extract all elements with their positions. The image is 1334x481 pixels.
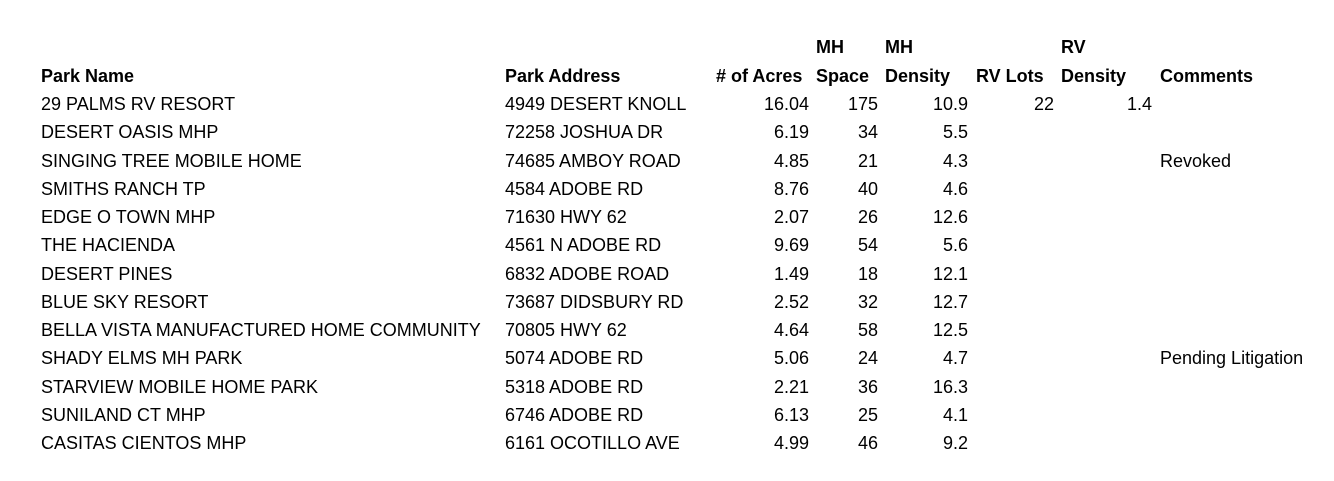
header-rv-density: Density bbox=[1061, 66, 1127, 86]
cell-mh-space: 58 bbox=[857, 320, 878, 340]
header-rv-lots: RV Lots bbox=[976, 66, 1044, 86]
cell-rv-lots: 22 bbox=[1033, 94, 1054, 114]
cell-mh-space: 32 bbox=[857, 292, 878, 312]
cell-comments: Revoked bbox=[1160, 151, 1232, 171]
cell-rv-density: 1.4 bbox=[1126, 94, 1152, 114]
cell-mh-density: 12.7 bbox=[932, 292, 968, 312]
cell-park-address: 5074 ADOBE RD bbox=[505, 348, 644, 368]
cell-park-address: 6161 OCOTILLO AVE bbox=[505, 433, 680, 453]
header-comments: Comments bbox=[1160, 66, 1254, 86]
cell-park-address: 5318 ADOBE RD bbox=[505, 377, 644, 397]
cell-park-address: 4584 ADOBE RD bbox=[505, 179, 644, 199]
cell-park-address: 71630 HWY 62 bbox=[505, 207, 627, 227]
cell-mh-space: 21 bbox=[857, 151, 878, 171]
cell-acres: 2.21 bbox=[773, 377, 809, 397]
cell-mh-density: 12.5 bbox=[932, 320, 968, 340]
cell-park-name: BLUE SKY RESORT bbox=[41, 292, 209, 312]
header-mh-space-top: MH bbox=[816, 37, 844, 57]
header-park-name: Park Name bbox=[41, 66, 135, 86]
cell-acres: 6.13 bbox=[773, 405, 809, 425]
cell-park-name: 29 PALMS RV RESORT bbox=[41, 94, 236, 114]
cell-park-name: DESERT PINES bbox=[41, 264, 173, 284]
cell-acres: 1.49 bbox=[773, 264, 809, 284]
cell-park-name: SHADY ELMS MH PARK bbox=[41, 348, 243, 368]
header-park-address: Park Address bbox=[505, 66, 621, 86]
cell-park-name: STARVIEW MOBILE HOME PARK bbox=[41, 377, 319, 397]
cell-comments: Pending Litigation bbox=[1160, 348, 1304, 368]
header-mh-density-top: MH bbox=[885, 37, 913, 57]
cell-park-address: 4561 N ADOBE RD bbox=[505, 235, 662, 255]
cell-acres: 8.76 bbox=[773, 179, 809, 199]
cell-acres: 2.07 bbox=[773, 207, 809, 227]
header-acres: # of Acres bbox=[716, 66, 803, 86]
cell-mh-space: 34 bbox=[857, 122, 878, 142]
cell-mh-density: 5.5 bbox=[942, 122, 968, 142]
cell-mh-density: 4.1 bbox=[942, 405, 968, 425]
cell-mh-density: 9.2 bbox=[942, 433, 968, 453]
cell-mh-space: 46 bbox=[857, 433, 878, 453]
cell-park-name: EDGE O TOWN MHP bbox=[41, 207, 216, 227]
cell-park-name: DESERT OASIS MHP bbox=[41, 122, 219, 142]
cell-park-name: BELLA VISTA MANUFACTURED HOME COMMUNITY bbox=[41, 320, 481, 340]
cell-mh-space: 18 bbox=[857, 264, 878, 284]
cell-park-name: SMITHS RANCH TP bbox=[41, 179, 206, 199]
cell-park-address: 70805 HWY 62 bbox=[505, 320, 627, 340]
cell-park-address: 4949 DESERT KNOLL bbox=[505, 94, 687, 114]
cell-park-address: 73687 DIDSBURY RD bbox=[505, 292, 684, 312]
cell-park-address: 6832 ADOBE ROAD bbox=[505, 264, 670, 284]
cell-park-address: 6746 ADOBE RD bbox=[505, 405, 644, 425]
header-mh-space: Space bbox=[816, 66, 870, 86]
cell-park-name: THE HACIENDA bbox=[41, 235, 176, 255]
cell-park-name: SUNILAND CT MHP bbox=[41, 405, 206, 425]
cell-mh-density: 4.7 bbox=[942, 348, 968, 368]
cell-mh-space: 26 bbox=[857, 207, 878, 227]
cell-acres: 6.19 bbox=[773, 122, 809, 142]
cell-acres: 9.69 bbox=[773, 235, 809, 255]
cell-park-name: CASITAS CIENTOS MHP bbox=[41, 433, 247, 453]
cell-mh-space: 24 bbox=[857, 348, 878, 368]
cell-mh-space: 25 bbox=[857, 405, 878, 425]
cell-mh-density: 12.6 bbox=[932, 207, 968, 227]
cell-mh-space: 40 bbox=[857, 179, 878, 199]
header-mh-density: Density bbox=[885, 66, 951, 86]
cell-mh-density: 5.6 bbox=[942, 235, 968, 255]
cell-mh-space: 54 bbox=[857, 235, 878, 255]
cell-mh-density: 10.9 bbox=[932, 94, 968, 114]
cell-mh-density: 4.3 bbox=[942, 151, 968, 171]
cell-mh-density: 12.1 bbox=[932, 264, 968, 284]
cell-park-name: SINGING TREE MOBILE HOME bbox=[41, 151, 302, 171]
cell-mh-space: 36 bbox=[857, 377, 878, 397]
cell-acres: 4.85 bbox=[773, 151, 809, 171]
cell-acres: 4.64 bbox=[773, 320, 809, 340]
cell-acres: 16.04 bbox=[763, 94, 809, 114]
cell-mh-space: 175 bbox=[847, 94, 878, 114]
cell-acres: 4.99 bbox=[773, 433, 809, 453]
cell-mh-density: 16.3 bbox=[932, 377, 968, 397]
cell-acres: 5.06 bbox=[773, 348, 809, 368]
cell-park-address: 74685 AMBOY ROAD bbox=[505, 151, 681, 171]
cell-park-address: 72258 JOSHUA DR bbox=[505, 122, 664, 142]
header-rv-density-top: RV bbox=[1061, 37, 1086, 57]
cell-acres: 2.52 bbox=[773, 292, 809, 312]
cell-mh-density: 4.6 bbox=[942, 179, 968, 199]
